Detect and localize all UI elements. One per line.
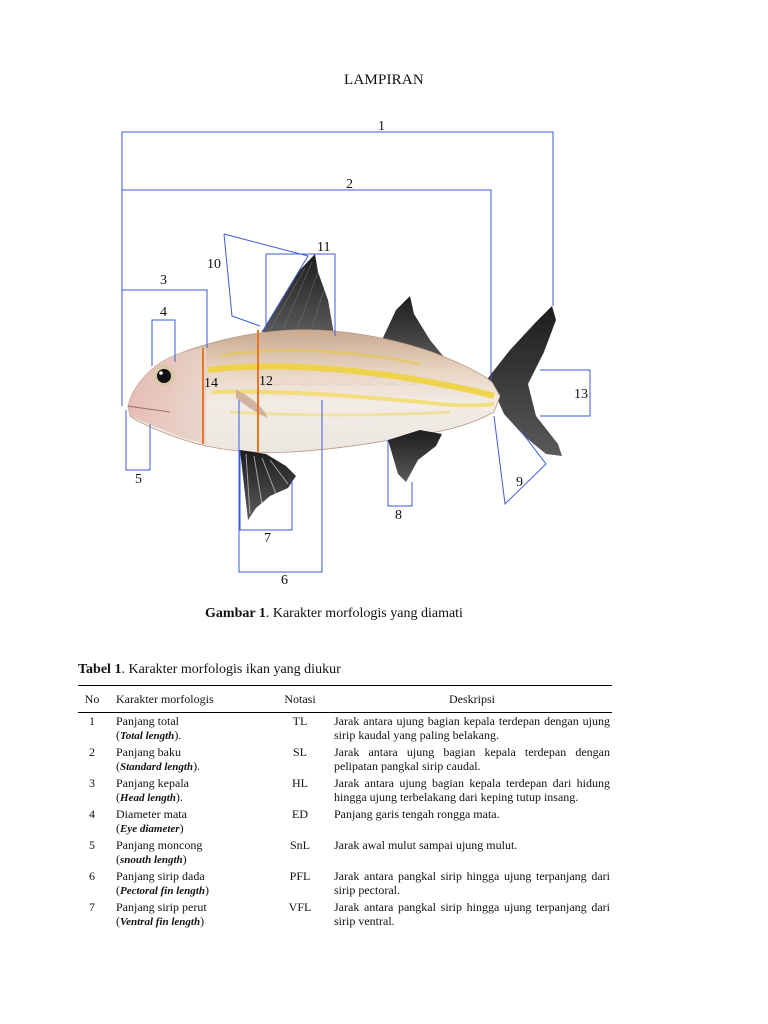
fish-morphology-figure	[0, 100, 768, 600]
label-9: 9	[516, 475, 523, 490]
caudal-fin	[488, 306, 562, 456]
label-10: 10	[207, 257, 221, 272]
row-character: Diameter mata (Eye diameter)	[116, 807, 187, 835]
label-12: 12	[259, 374, 273, 389]
row-no: 6	[89, 869, 95, 883]
anal-fin	[388, 430, 442, 482]
row-notation: SL	[292, 745, 307, 759]
label-7: 7	[264, 531, 271, 546]
header-description: Deskripsi	[332, 686, 612, 713]
row-no: 4	[89, 807, 95, 821]
fish-illustration	[128, 254, 562, 520]
row-no: 3	[89, 776, 95, 790]
table-caption-text: . Karakter morfologis ikan yang diukur	[121, 662, 341, 677]
label-4: 4	[160, 305, 167, 320]
row-name: Panjang moncong	[116, 838, 203, 852]
row-name: Panjang sirip perut	[116, 900, 207, 914]
table-row	[78, 744, 612, 775]
row-description: Jarak antara ujung bagian kepala terdepan dari hidung hingga ujung terbelakang dari keping tutup insang.	[334, 776, 610, 804]
header-no: No	[78, 686, 106, 713]
row-character: Panjang sirip perut (Ventral fin length)	[116, 900, 207, 928]
row-notation: TL	[292, 714, 308, 728]
row-english: Pectoral fin length	[120, 885, 205, 897]
row-english: snouth length	[120, 854, 183, 866]
table-row	[78, 899, 612, 930]
table-header-row	[78, 686, 612, 713]
row-english: Ventral fin length	[120, 916, 201, 928]
row-no: 5	[89, 838, 95, 852]
row-character: Panjang total (Total length).	[116, 714, 182, 742]
label-8: 8	[395, 508, 402, 523]
row-notation: PFL	[289, 869, 311, 883]
row-description: Jarak antara ujung bagian kepala terdepan dengan pelipatan pangkal sirip caudal.	[334, 745, 610, 773]
table-row	[78, 837, 612, 868]
label-14: 14	[204, 376, 218, 391]
label-6: 6	[281, 573, 288, 588]
figure-caption-bold: Gambar 1	[205, 606, 266, 621]
table-row	[78, 713, 612, 745]
row-description: Jarak awal mulut sampai ujung mulut.	[334, 838, 518, 852]
morphology-table	[78, 685, 612, 930]
row-character: Panjang kepala (Head length).	[116, 776, 189, 804]
row-name: Panjang sirip dada	[116, 869, 205, 883]
row-no: 1	[89, 714, 95, 728]
row-character: Panjang baku (Standard length).	[116, 745, 201, 773]
row-notation: ED	[292, 807, 308, 821]
table-row	[78, 868, 612, 899]
row-description: Jarak antara pangkal sirip hingga ujung terpanjang dari sirip pectoral.	[334, 869, 610, 897]
label-13: 13	[574, 387, 588, 402]
label-11: 11	[317, 240, 331, 255]
row-english: Standard length	[120, 761, 194, 773]
page-heading: LAMPIRAN	[344, 72, 424, 88]
table-row	[78, 775, 612, 806]
row-description: Jarak antara pangkal sirip hingga ujung terpanjang dari sirip ventral.	[334, 900, 610, 928]
header-notation: Notasi	[268, 686, 332, 713]
row-english: Total length	[120, 730, 175, 742]
row-notation: VFL	[288, 900, 312, 914]
row-no: 7	[89, 900, 95, 914]
figure-caption-text: . Karakter morfologis yang diamati	[265, 606, 463, 621]
label-2: 2	[346, 177, 353, 192]
row-character: Panjang sirip dada (Pectoral fin length)	[116, 869, 209, 897]
row-name: Panjang baku	[116, 745, 181, 759]
label-3: 3	[160, 273, 167, 288]
row-english: Eye diameter	[120, 823, 180, 835]
row-notation: SnL	[289, 838, 310, 852]
row-notation: HL	[292, 776, 308, 790]
figure-caption	[0, 606, 668, 622]
row-name: Panjang total	[116, 714, 179, 728]
row-name: Panjang kepala	[116, 776, 189, 790]
table-caption-bold: Tabel 1	[78, 662, 122, 677]
label-1: 1	[378, 119, 385, 134]
table-row	[78, 806, 612, 837]
row-description: Jarak antara ujung bagian kepala terdepan dengan ujung sirip kaudal yang paling belakang.	[334, 714, 610, 742]
row-name: Diameter mata	[116, 807, 187, 821]
table-caption	[78, 662, 341, 678]
label-5: 5	[135, 472, 142, 487]
row-character: Panjang moncong (snouth length)	[116, 838, 203, 866]
row-no: 2	[89, 745, 95, 759]
header-character: Karakter morfologis	[106, 686, 268, 713]
row-description: Panjang garis tengah rongga mata.	[334, 807, 500, 821]
row-english: Head length	[120, 792, 176, 804]
